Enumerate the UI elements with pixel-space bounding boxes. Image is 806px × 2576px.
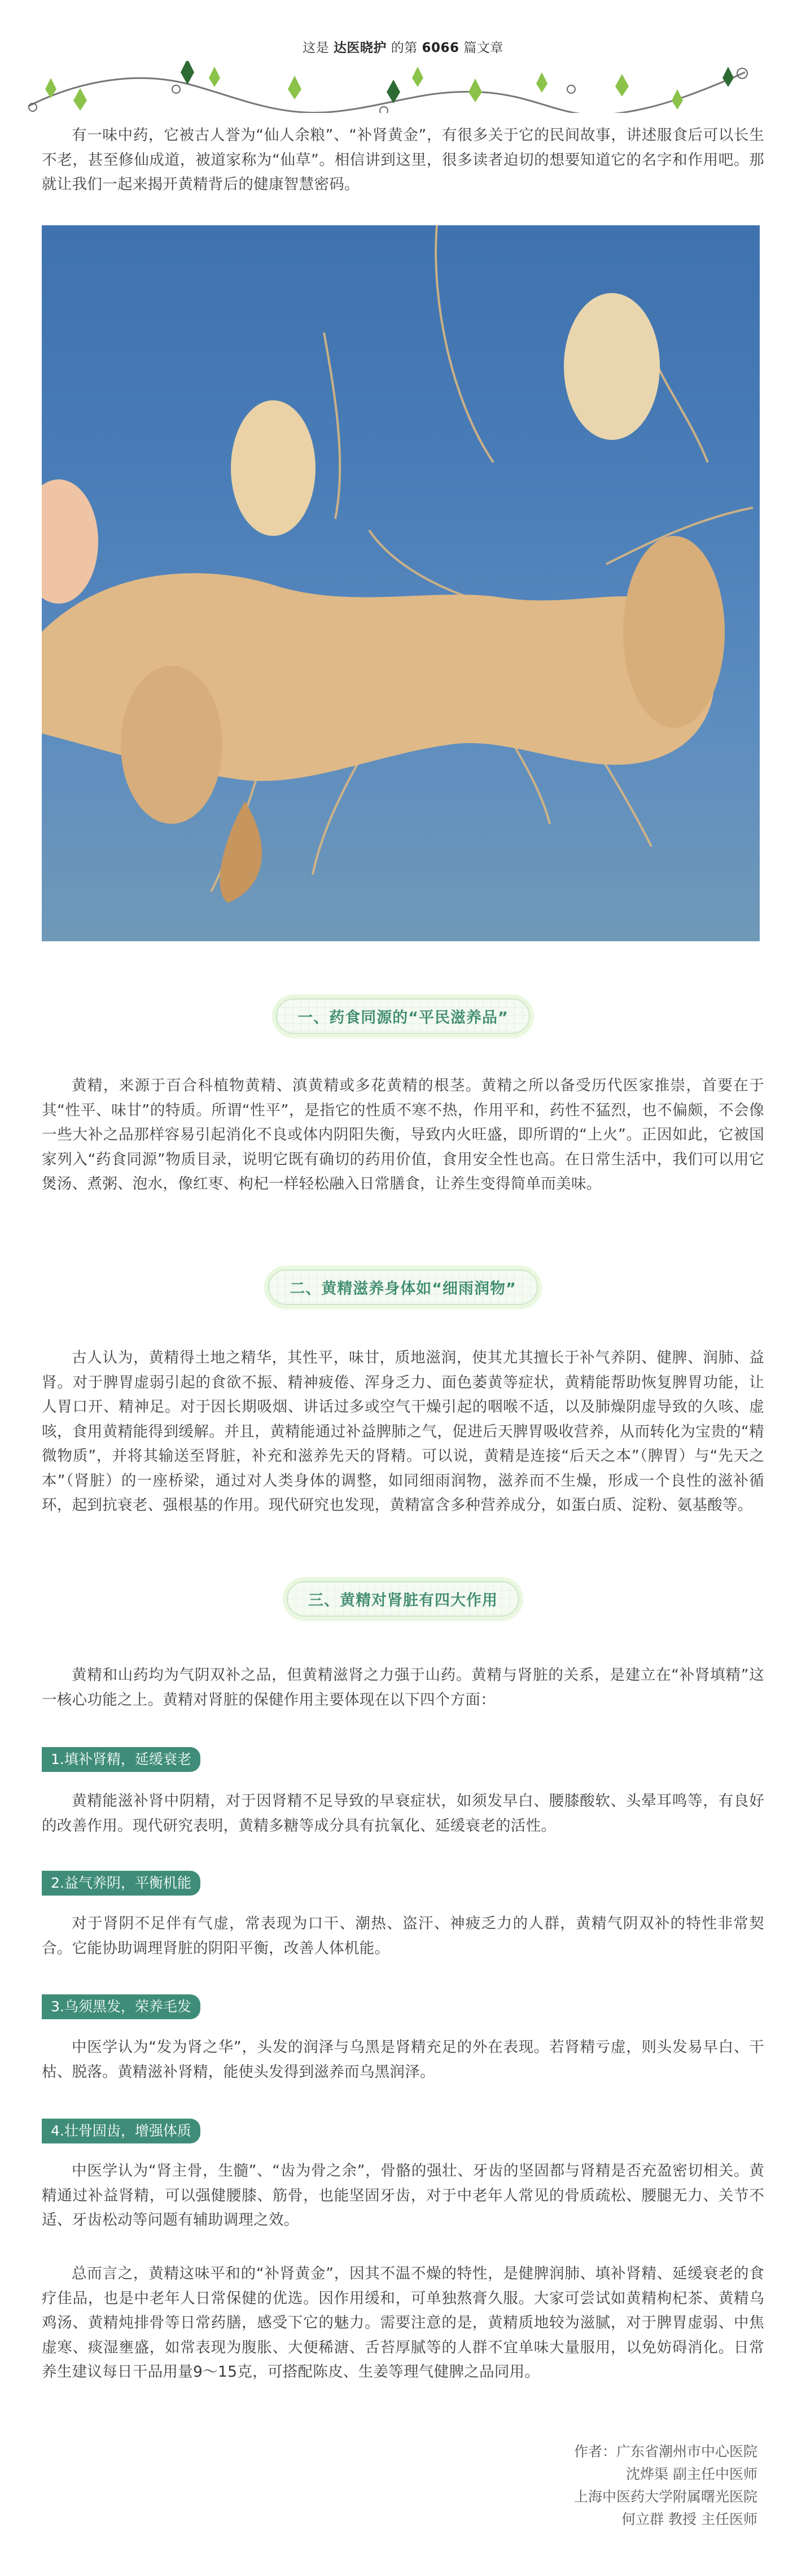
section-1-paragraph: 黄精，来源于百合科植物黄精、滇黄精或多花黄精的根茎。黄精之所以备受历代医家推崇，首要在于其“性平、味甘”的特质。所谓“性平”，是指它的性质不寒不热，作用平和，药性不猛烈，也不偏颇，不会像一些大补之品那样容易引起消化不良或体内阴阳失衡，导致内火旺盛，即所谓的“上火”。正因如此，它被国家列入“药食同源”物质目录，说明它既有确切的药用价值，食用安全性也高。在日常生活中，我们可以用它煲汤、煮粥、泡水，像红枣、枸杞一样轻松融入日常膳食，让养生变得简单而美味。 <box>42 1077 764 1193</box>
author-line-2: 沈烨渠 副主任中医师 <box>626 2466 757 2482</box>
subsection-3-paragraph: 中医学认为“发为肾之华”，头发的润泽与乌黑是肾精充足的外在表现。若肾精亏虚，则头发易早白、干枯、脱落。黄精滋补肾精，能使头发得到滋养而乌黑润泽。 <box>42 2038 764 2081</box>
account-name[interactable]: 达医晓护 <box>333 41 387 55</box>
huangjing-root-photo <box>42 225 760 941</box>
conclusion-paragraph: 总而言之，黄精这味平和的“补肾黄金”，因其不温不燥的特性，是健脾润肺、填补肾精、延缓衰老的食疗佳品，也是中老年人日常保健的优选。因作用缓和，可单独熬膏久服。大家可尝试如黄精枸杞茶、黄精乌鸡汤、黄精炖排骨等日常药膳，感受下它的魅力。需要注意的是，黄精质地较为滋腻，对于脾胃虚弱、中焦虚寒、痰湿壅盛，如常表现为腹胀、大便稀溏、舌苔厚腻等的人群不宜单味大量服用，以免妨碍消化。日常养生建议每日干品用量9～15克，可搭配陈皮、生姜等理气健脾之品同用。 <box>42 2265 764 2381</box>
section-3-intro-paragraph: 黄精和山药均为气阴双补之品，但黄精滋肾之力强于山药。黄精与肾脏的关系，是建立在“补肾填精”这一核心功能之上。黄精对肾脏的保健作用主要体现在以下四个方面： <box>42 1666 764 1709</box>
section-2-title: 二、黄精滋养身体如“细雨润物” <box>268 1269 538 1305</box>
subsection-1-paragraph: 黄精能滋补肾中阴精，对于因肾精不足导致的早衰症状，如须发早白、腰膝酸软、头晕耳鸣等，有良好的改善作用。现代研究表明，黄精多糖等成分具有抗氧化、延缓衰老的活性。 <box>42 1792 764 1835</box>
subsection-4-tag: 4.壮骨固齿，增强体质 <box>42 2119 200 2143</box>
subsection-2-paragraph: 对于肾阴不足伴有气虚，常表现为口干、潮热、盗汗、神疲乏力的人群，黄精气阴双补的特性非常契合。它能协助调理肾脏的阴阳平衡，改善人体机能。 <box>42 1915 764 1957</box>
header-suffix: 篇文章 <box>463 41 503 55</box>
author-block <box>362 2440 757 2531</box>
article-count-line <box>0 37 806 56</box>
author-line-1: 作者：广东省潮州市中心医院 <box>573 2443 757 2460</box>
section-2-paragraph: 古人认为，黄精得土地之精华，其性平，味甘，质地滋润，使其尤其擅长于补气养阴、健脾、润肺、益肾。对于脾胃虚弱引起的食欲不振、精神疲倦、浑身乏力、面色萎黄等症状，黄精能帮助恢复脾胃功能，让人胃口开、精神足。对于因长期吸烟、讲话过多或空气干燥引起的咽喉不适，以及肺燥阴虚导致的久咳、虚咳，食用黄精能得到缓解。并且，黄精能通过补益脾肺之气，促进后天脾胃吸收营养，从而转化为宝贵的“精微物质”，并将其输送至肾脏，补充和滋养先天的肾精。可以说，黄精是连接“后天之本”（脾胃）与“先天之本”（肾脏）的一座桥梁，通过对人类身体的调整，如同细雨润物，滋养而不生燥，形成一个良性的滋补循环，起到抗衰老、强根基的作用。现代研究也发现，黄精富含多种营养成分，如蛋白质、淀粉、氨基酸等。 <box>42 1349 764 1514</box>
author-line-3: 上海中医药大学附属曙光医院 <box>573 2488 757 2505</box>
section-1-header <box>0 998 806 1034</box>
subsection-2-tag: 2.益气养阴，平衡机能 <box>42 1871 200 1896</box>
section-3-title: 三、黄精对肾脏有四大作用 <box>287 1581 519 1617</box>
subsection-1-tag: 1.填补肾精，延缓衰老 <box>42 1747 200 1772</box>
header-prefix: 这是 <box>303 41 330 55</box>
intro-paragraph: 有一味中药，它被古人誉为“仙人余粮”、“补肾黄金”，有很多关于它的民间故事，讲述服食后可以长生不老，甚至修仙成道，被道家称为“仙草”。相信讲到这里，很多读者迫切的想要知道它的名字和作用吧。那就让我们一起来揭开黄精背后的健康智慧密码。 <box>42 126 764 193</box>
ivy-vine-divider-icon <box>17 61 756 113</box>
author-line-4: 何立群 教授 主任医师 <box>621 2511 757 2527</box>
subsection-3-tag: 3.乌须黑发，荣养毛发 <box>42 1994 200 2019</box>
subsection-4-paragraph: 中医学认为“肾主骨，生髓”、“齿为骨之余”，骨骼的强壮、牙齿的坚固都与肾精是否充盈密切相关。黄精通过补益肾精，可以强健腰膝、筋骨，也能坚固牙齿，对于中老年人常见的骨质疏松、腰腿无力、关节不适、牙齿松动等问题有辅助调理之效。 <box>42 2162 764 2229</box>
header-middle: 的第 <box>391 41 418 55</box>
section-2-header <box>0 1269 806 1305</box>
article-number: 6066 <box>422 41 459 55</box>
section-3-header <box>0 1581 806 1617</box>
section-1-title: 一、药食同源的“平民滋养品” <box>276 998 530 1034</box>
huangjing-root-illustration-icon <box>42 225 760 941</box>
